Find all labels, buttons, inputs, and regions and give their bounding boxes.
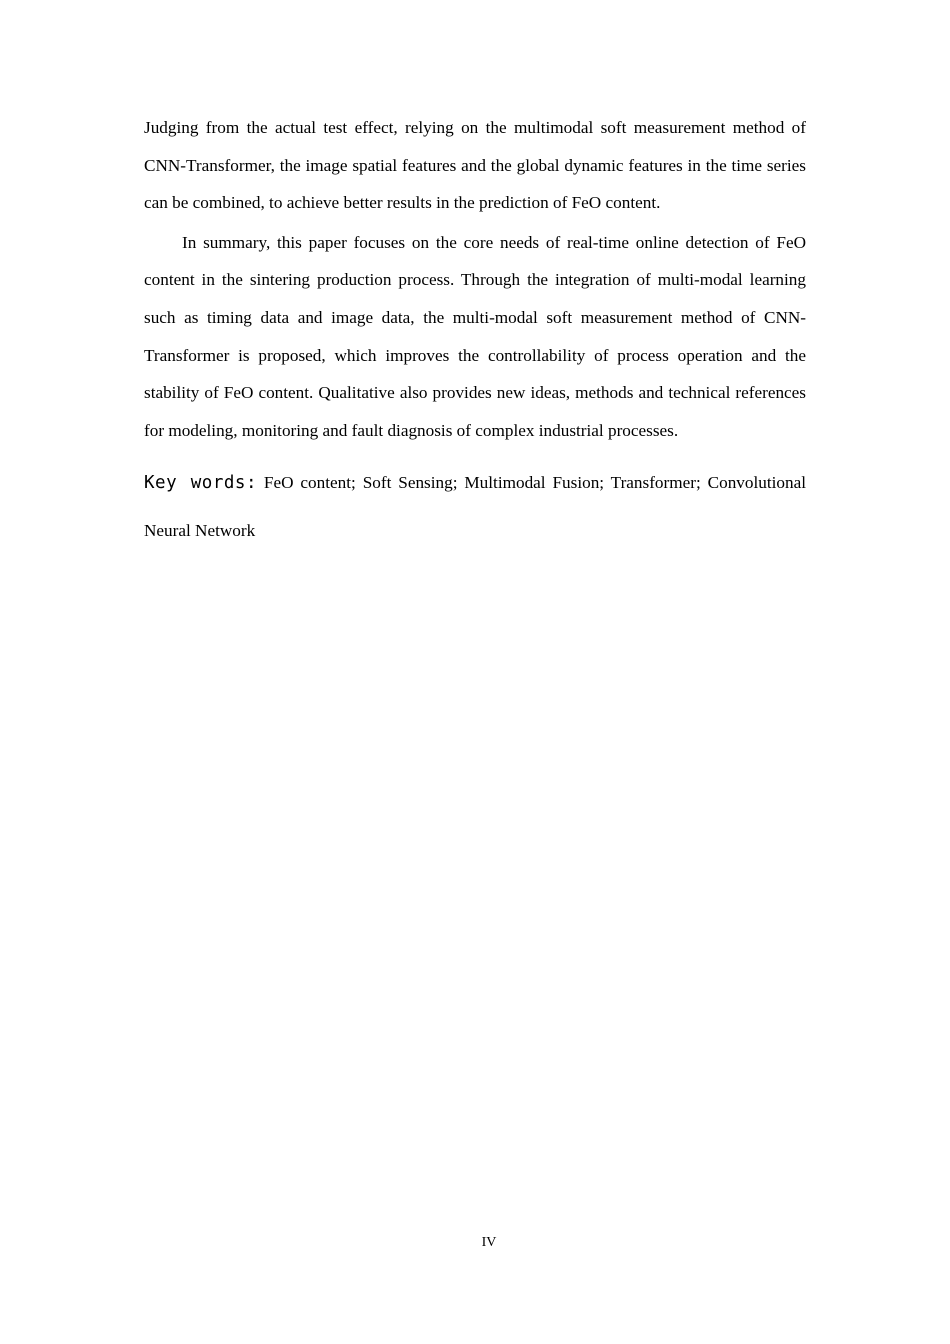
abstract-body <box>144 109 806 554</box>
abstract-paragraph: In summary, this paper focuses on the core needs of real-time online detection of FeO content in the sintering production process. Through the integration of multi-modal learning such as timing data and image data, the multi-modal soft measurement method of CNN-Transformer is proposed, which improves the controllability of process operation and the stability of FeO content. Qualitative also provides new ideas, methods and technical references for modeling, monitoring and fault diagnosis of complex industrial processes. <box>144 232 806 440</box>
keywords-label: Key words: <box>144 473 257 494</box>
keywords-line <box>144 459 806 554</box>
keywords-text: FeO content; Soft Sensing; Multimodal Fusion; Transformer; Convolutional Neural Network <box>144 473 807 541</box>
page-number: IV <box>481 1235 497 1250</box>
abstract-paragraph: Judging from the actual test effect, relying on the multimodal soft measurement method of CNN-Transformer, the image spatial features and the global dynamic features in the time series can be combined, to achieve better results in the prediction of FeO content. <box>144 118 806 213</box>
